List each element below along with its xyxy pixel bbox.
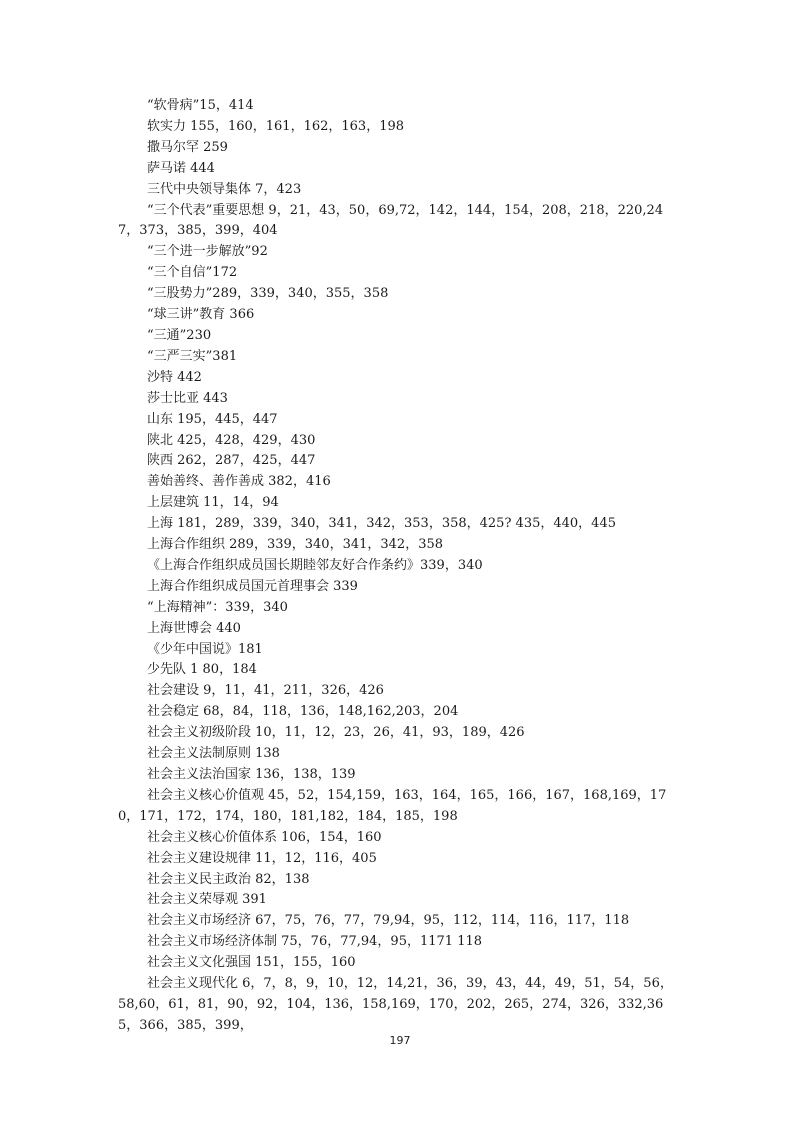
index-entry: 少先队 1 80，184 (147, 662, 257, 678)
index-entry: 社会主义核心价值体系 106，154，160 (147, 829, 382, 845)
index-entry: 上海合作组织成员国元首理事会 339 (147, 578, 358, 594)
index-entry: 社会主义法制原则 138 (147, 746, 280, 762)
index-entry: 撒马尔罕 259 (147, 139, 228, 155)
index-entry: 上层建筑 11，14，94 (147, 495, 279, 511)
index-entry: “三通”230 (147, 327, 212, 343)
index-entry: 社会建设 9，11，41，211，326，426 (147, 683, 384, 699)
index-entry: 沙特 442 (147, 369, 202, 385)
index-entry: “三个自信”172 (147, 265, 238, 281)
index-entry: 社会主义民主政治 82，138 (147, 871, 310, 887)
index-entry: 社会主义法治国家 136，138，139 (147, 767, 356, 782)
index-entry: 善始善终、善作善成 382，416 (147, 474, 331, 490)
index-entry: 山东 195，445，447 (147, 411, 278, 427)
index-entry: 《少年中国说》181 (147, 641, 263, 657)
index-entry: “三个进一步解放”92 (147, 244, 268, 260)
index-entry-list (118, 96, 680, 1037)
index-entry: 萨马诺 444 (147, 160, 215, 176)
index-entry: 莎士比亚 443 (147, 390, 228, 406)
index-entry: 社会主义初级阶段 10，11，12，23，26，41，93，189，426 (147, 725, 525, 741)
index-entry: 社会主义现代化 6，7，8，9，10，12，14,21，36，39，43，44，49，51，54，56，58,60，61，81，90，92，104，136，158,169，170，202，265，274，326，332,365，366，385，399， (118, 976, 673, 1033)
index-entry: “上海精神”：339，340 (147, 599, 288, 615)
page-number: 197 (389, 1034, 411, 1047)
index-entry: 社会主义荣辱观 391 (147, 892, 267, 908)
index-entry: “软骨病”15，414 (147, 98, 254, 113)
index-entry: 上海合作组织 289，339，340，341，342，358 (147, 537, 444, 553)
index-entry: 陕西 262，287，425，447 (147, 453, 316, 469)
index-entry: 社会主义核心价值观 45，52，154,159，163，164，165，166，167，168,169，170，171，172，174，180，181,182，184，185，198 (118, 787, 667, 824)
index-entry: 软实力 155，160，161，162，163，198 (147, 118, 405, 134)
index-entry: 社会主义文化强国 151，155，160 (147, 955, 356, 971)
index-entry: 陕北 425，428，429，430 (147, 432, 316, 448)
index-entry: “球三讲”教育 366 (147, 307, 255, 323)
index-entry: 上海世博会 440 (147, 620, 241, 636)
index-entry: 《上海合作组织成员国长期睦邻友好合作条约》339，340 (147, 557, 483, 573)
index-entry: 社会稳定 68，84，118，136，148,162,203，204 (147, 704, 459, 720)
index-entry: “三股势力”289，339，340，355，358 (147, 286, 389, 302)
index-entry: 社会主义建设规律 11，12，116，405 (147, 850, 377, 866)
index-entry: 三代中央领导集体 7，423 (147, 181, 302, 197)
index-entry: “三个代表”重要思想 9，21，43，50，69,72，142，144，154，208，218，220,247，373，385，399，404 (118, 202, 664, 239)
index-entry: 社会主义市场经济体制 75，76，77,94，95，1171 118 (147, 934, 483, 950)
index-entry: 社会主义市场经济 67，75，76，77，79,94，95，112，114，116，117，118 (147, 913, 630, 929)
index-entry: “三严三实”381 (147, 348, 238, 364)
index-entry: 上海 181，289，339，340，341，342，353，358，425? 435，440，445 (147, 516, 616, 532)
